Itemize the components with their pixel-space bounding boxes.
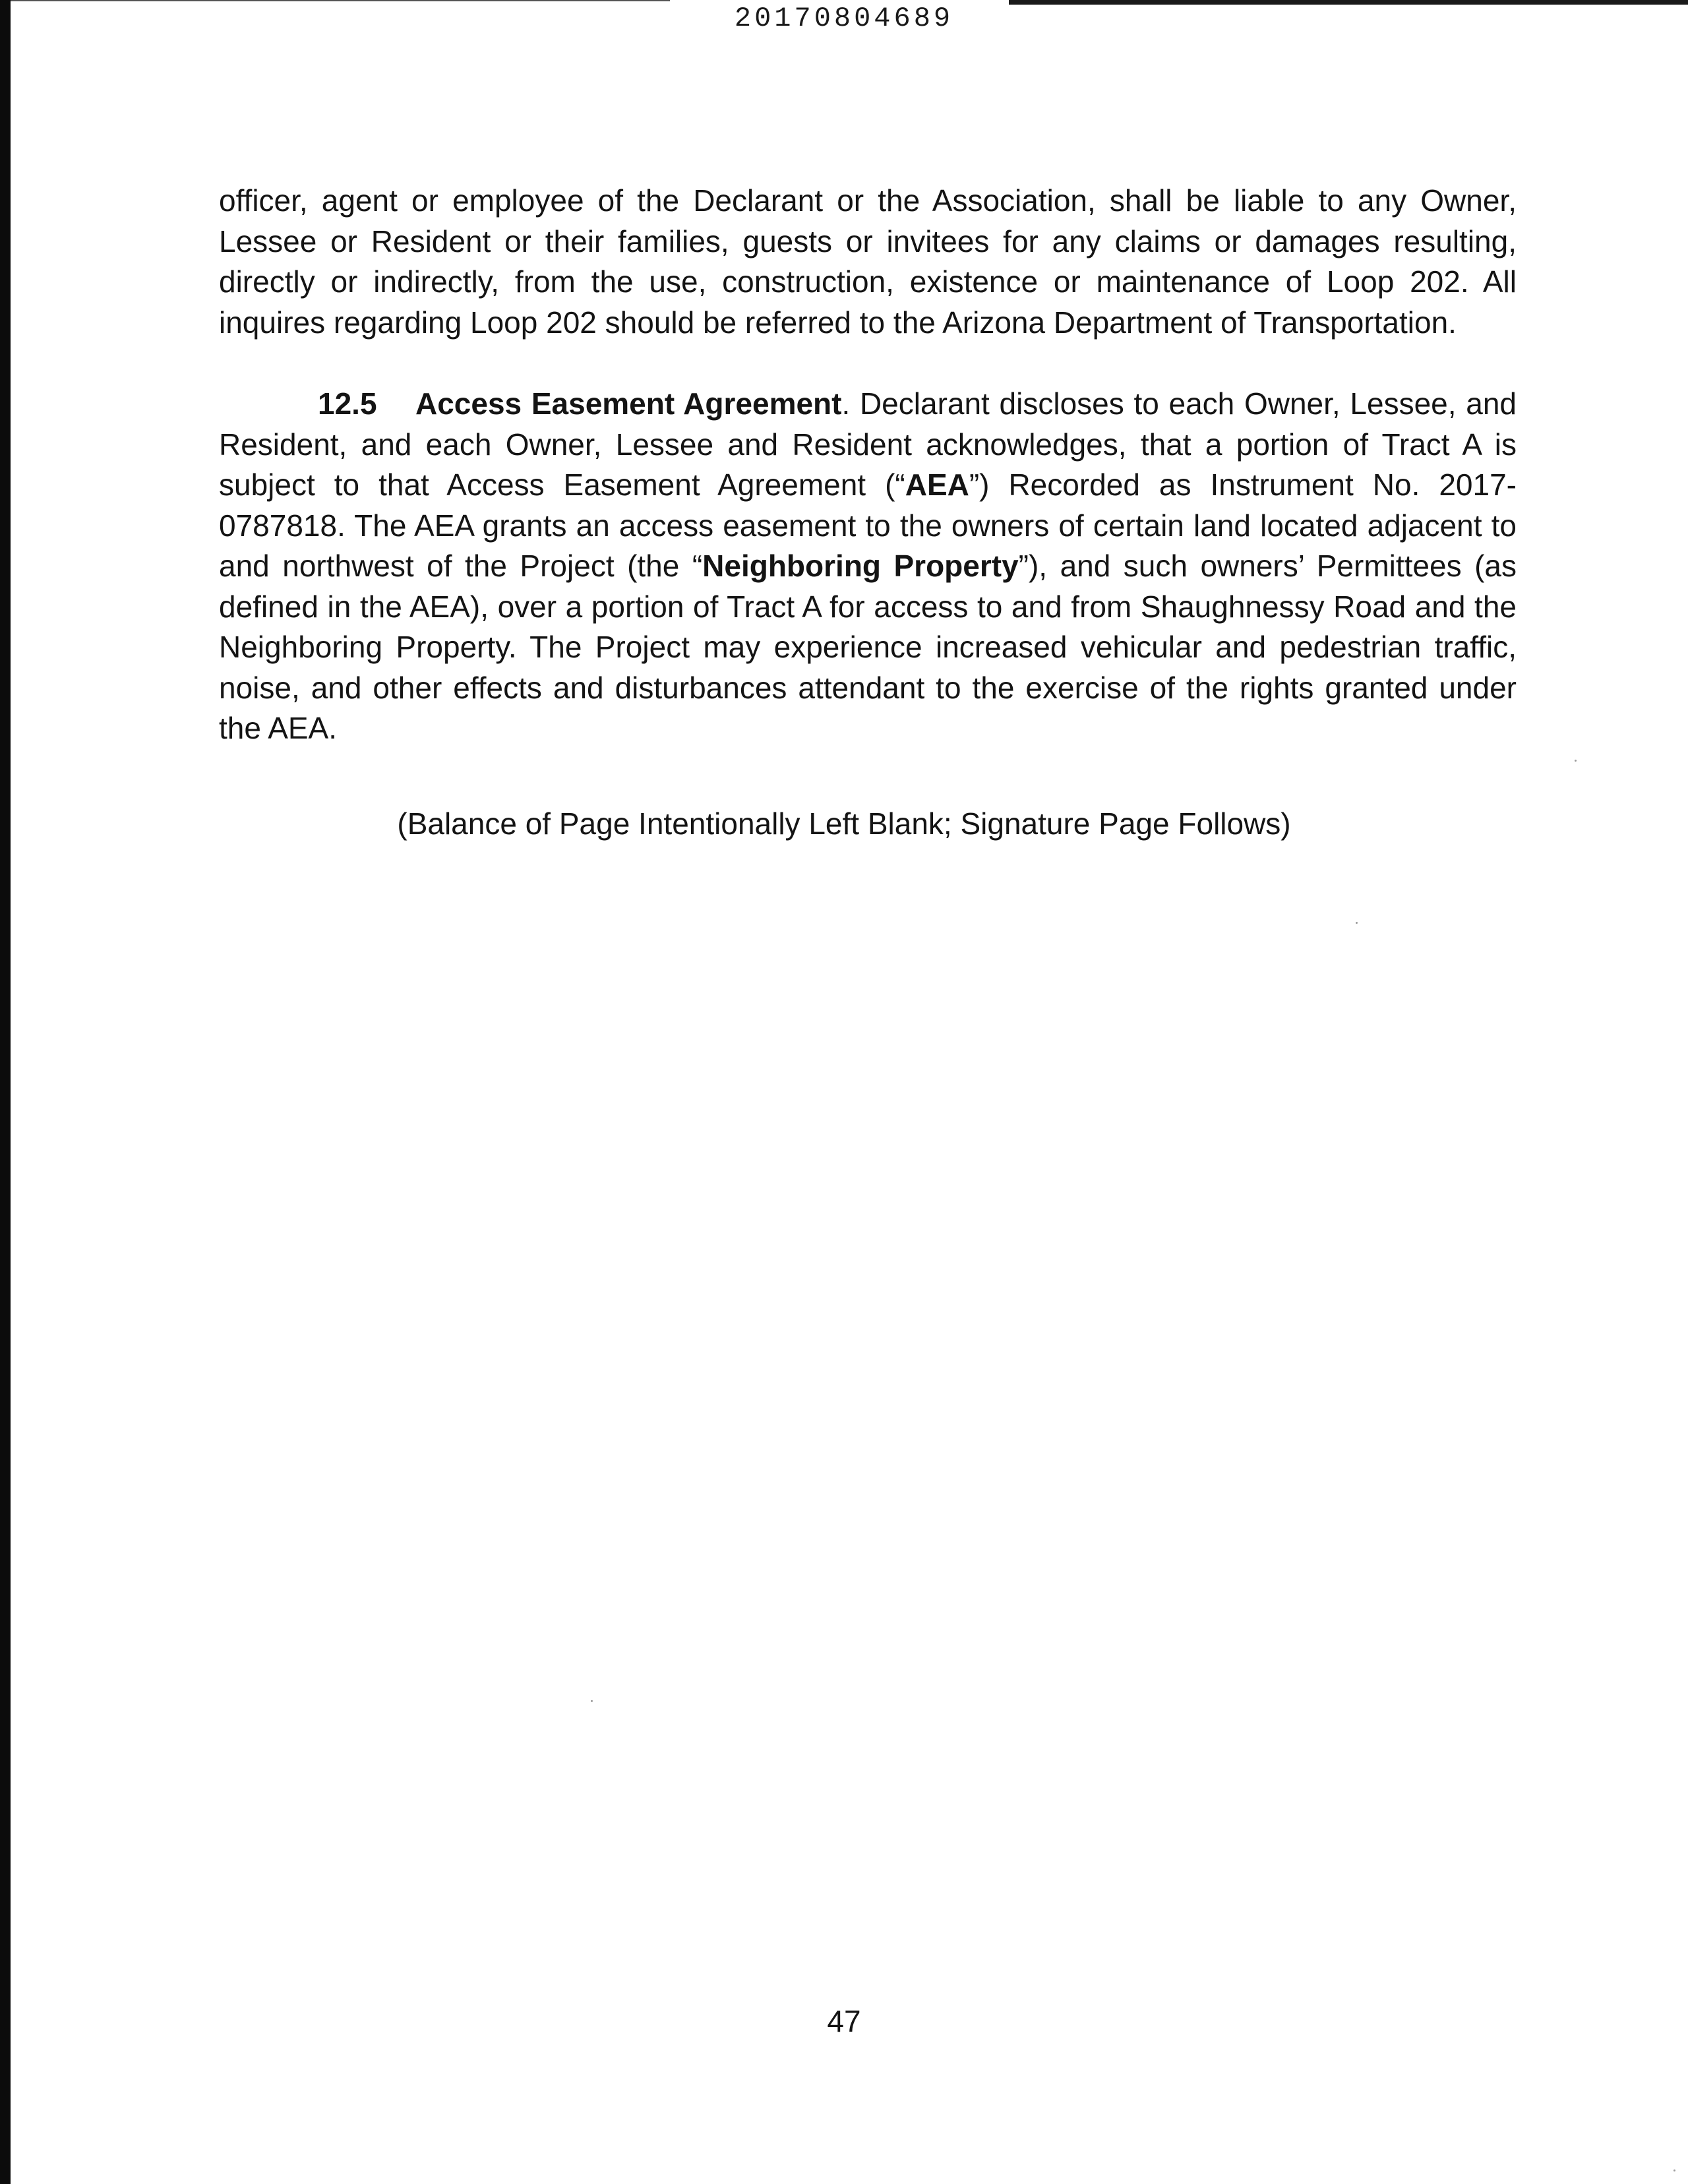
section-number: 12.5 [318, 386, 377, 421]
scan-speck [591, 1700, 593, 1702]
heading-period: . [841, 386, 851, 421]
defined-term-neighboring-property: Neighboring Property [702, 549, 1019, 583]
section-heading: Access Easement Agreement [415, 386, 842, 421]
section-text-part-2: ”) Recorded as Instrument No. 2017-0787818. The AEA grants an access easement to the owners of certain land located adjacent to and northwest of the Project (the “ [219, 468, 1517, 583]
defined-term-aea: AEA [905, 468, 969, 502]
top-rule-left [11, 0, 670, 1]
scan-speck [1356, 922, 1358, 924]
scan-edge-left [0, 0, 11, 2184]
paragraph-continuation: officer, agent or employee of the Declarant or the Association, shall be liable to any Owner, Lessee or Resident or their families, guests or invitees for any claims or damages resulting, directly or indirectly, from the use, construction, existence or maintenance of Loop 202. All inquires regarding Loop 202 should be referred to the Arizona Department of Transportation. [219, 183, 1517, 340]
section-text-part-3: ”), and such owners’ Permittees (as defined in the AEA), over a portion of Tract A for access to and from Shaughnessy Road and the Neighboring Property. The Project may experience increased vehicular and pedestrian traffic, noise, and other effects and disturbances attendant to the exercise of the rights granted under the AEA. [219, 549, 1517, 745]
section-text-part-1: Declarant discloses to each Owner, Lessee, and Resident, and each Owner, Lessee and Resident acknowledges, that a portion of Tract A is subject to that Access Easement Agreement (“ [219, 386, 1517, 502]
scan-speck [1575, 760, 1577, 762]
section-12-5-paragraph [219, 384, 1517, 749]
document-number: 20170804689 [734, 3, 954, 34]
balance-blank-note: (Balance of Page Intentionally Left Blank; Signature Page Follows) [397, 806, 1291, 841]
scan-speck [1673, 2169, 1675, 2171]
page-number: 47 [827, 2004, 861, 2038]
